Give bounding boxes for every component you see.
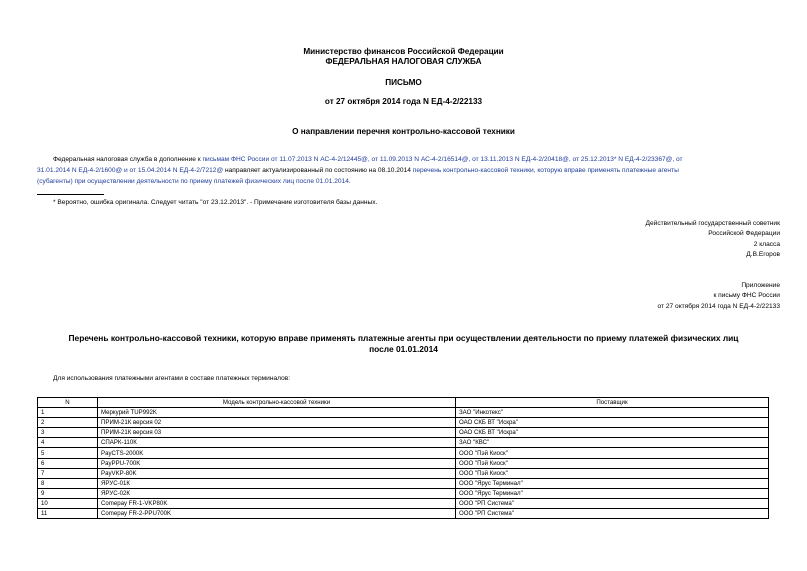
signature-line: Действительный государственный советник xyxy=(645,220,780,227)
appendix-line: к письму ФНС России xyxy=(713,292,780,300)
row-model: Меркурий TUP992K xyxy=(98,408,456,418)
row-number: 6 xyxy=(38,458,98,468)
row-supplier: ООО "Ярус Терминал" xyxy=(456,488,769,498)
list-title: Перечень контрольно-кассовой техники, которую вправе применять платежные агенты при осуществлении деятельности по приему платежей физических лиц xyxy=(68,333,739,343)
body-line-3 xyxy=(37,176,777,187)
row-model: ПРИМ-21К версия 02 xyxy=(98,418,456,428)
row-supplier: ООО "Пэй Киоск" xyxy=(456,448,769,458)
row-supplier: ЗАО "КВС" xyxy=(456,438,769,448)
row-number: 5 xyxy=(38,448,98,458)
row-model: Comepay FR-1-VKP80K xyxy=(98,498,456,508)
footnote-divider xyxy=(37,194,104,195)
row-number: 2 xyxy=(38,418,98,428)
row-number: 8 xyxy=(38,478,98,488)
row-number: 4 xyxy=(38,438,98,448)
col-header-number: N xyxy=(38,398,98,408)
row-model: ЯРУС-02К xyxy=(98,488,456,498)
row-model: ПРИМ-21К версия 03 xyxy=(98,428,456,438)
footnote: * Вероятно, ошибка оригинала. Следует читать "от 23.12.2013". - Примечание изготовителя базы данных. xyxy=(53,199,378,206)
row-model: PayVKP-80K xyxy=(98,468,456,478)
body-line-1 xyxy=(53,154,773,165)
row-number: 9 xyxy=(38,488,98,498)
row-number: 11 xyxy=(38,509,98,519)
letters-link[interactable]: письмам ФНС России от 11.07.2013 N АС-4-2/12445@, от 11.09.2013 N АС-4-2/16514@, от 13.11.2013 N ЕД-4-2/20418@, от 25.12.2013* N ЕД-4-2/23367@, от xyxy=(202,156,683,163)
table-row xyxy=(38,478,769,488)
body-text-2: направляет актуализированный по состоянию на 08.10.2014 xyxy=(223,167,413,174)
table-row xyxy=(38,418,769,428)
list-link-2[interactable]: (субагенты) при осуществлении деятельности по приему платежей физических лиц после 01.01.2014 xyxy=(37,178,349,185)
appendix-line: Приложение xyxy=(741,282,780,289)
service-title: ФЕДЕРАЛЬНАЯ НАЛОГОВАЯ СЛУЖБА xyxy=(325,57,482,66)
row-supplier: ООО "РП Система" xyxy=(456,498,769,508)
table-row xyxy=(38,498,769,508)
kkt-table xyxy=(37,397,769,519)
row-model: ЯРУС-01К xyxy=(98,478,456,488)
row-supplier: ЗАО "Инкотекс" xyxy=(456,408,769,418)
signature-block xyxy=(646,219,780,261)
row-supplier: ООО "Пэй Киоск" xyxy=(456,468,769,478)
list-intro: Для использования платежными агентами в составе платежных терминалов: xyxy=(53,375,291,382)
table-row xyxy=(38,509,769,519)
table-row xyxy=(38,408,769,418)
signature-line: 2 класса xyxy=(753,240,780,248)
letters-link-2[interactable]: 31.01.2014 N ЕД-4-2/1600@ и от 15.04.2014 N ЕД-4-2/7212@ xyxy=(37,167,224,174)
row-supplier: ООО "Ярус Терминал" xyxy=(456,478,769,488)
row-model: PayPPU-700K xyxy=(98,458,456,468)
row-model: Comepay FR-2-PPU700K xyxy=(98,509,456,519)
body-text: Федеральная налоговая служба в дополнение к xyxy=(53,156,203,163)
body-end: . xyxy=(348,178,351,185)
appendix-block xyxy=(657,281,780,312)
row-supplier: ОАО СКБ ВТ "Искра" xyxy=(456,418,769,428)
row-number: 7 xyxy=(38,468,98,478)
appendix-line: от 27 октября 2014 года N ЕД-4-2/22133 xyxy=(657,302,780,310)
row-model: PayCTS-2000K xyxy=(98,448,456,458)
list-link[interactable]: перечень контрольно-кассовой техники, которую вправе применять платежные агенты xyxy=(412,167,679,174)
table-row xyxy=(38,458,769,468)
table-row xyxy=(38,428,769,438)
table-row xyxy=(38,448,769,458)
row-supplier: ООО "РП Система" xyxy=(456,509,769,519)
body-line-2 xyxy=(37,165,777,176)
col-header-supplier: Поставщик xyxy=(456,398,769,408)
doc-date-number: от 27 октября 2014 года N ЕД-4-2/22133 xyxy=(324,97,483,106)
row-number: 3 xyxy=(38,428,98,438)
col-header-model: Модель контрольно-кассовой техники xyxy=(98,398,456,408)
row-number: 1 xyxy=(38,408,98,418)
signer-name: Д.В.Егоров xyxy=(746,251,780,259)
list-title-date: после 01.01.2014 xyxy=(369,344,438,354)
row-supplier: ООО "Пэй Киоск" xyxy=(456,458,769,468)
table-header-row xyxy=(38,398,769,408)
row-model: СПАРК-110К xyxy=(98,438,456,448)
row-supplier: ОАО СКБ ВТ "Искра" xyxy=(456,428,769,438)
doc-type: ПИСЬМО xyxy=(385,78,422,87)
row-number: 10 xyxy=(38,498,98,508)
table-row xyxy=(38,468,769,478)
table-row xyxy=(38,438,769,448)
table-row xyxy=(38,488,769,498)
ministry-title: Министерство финансов Российской Федерации xyxy=(303,47,504,56)
doc-subject: О направлении перечня контрольно-кассовой техники xyxy=(292,127,515,136)
signature-line: Российской Федерации xyxy=(708,230,780,238)
